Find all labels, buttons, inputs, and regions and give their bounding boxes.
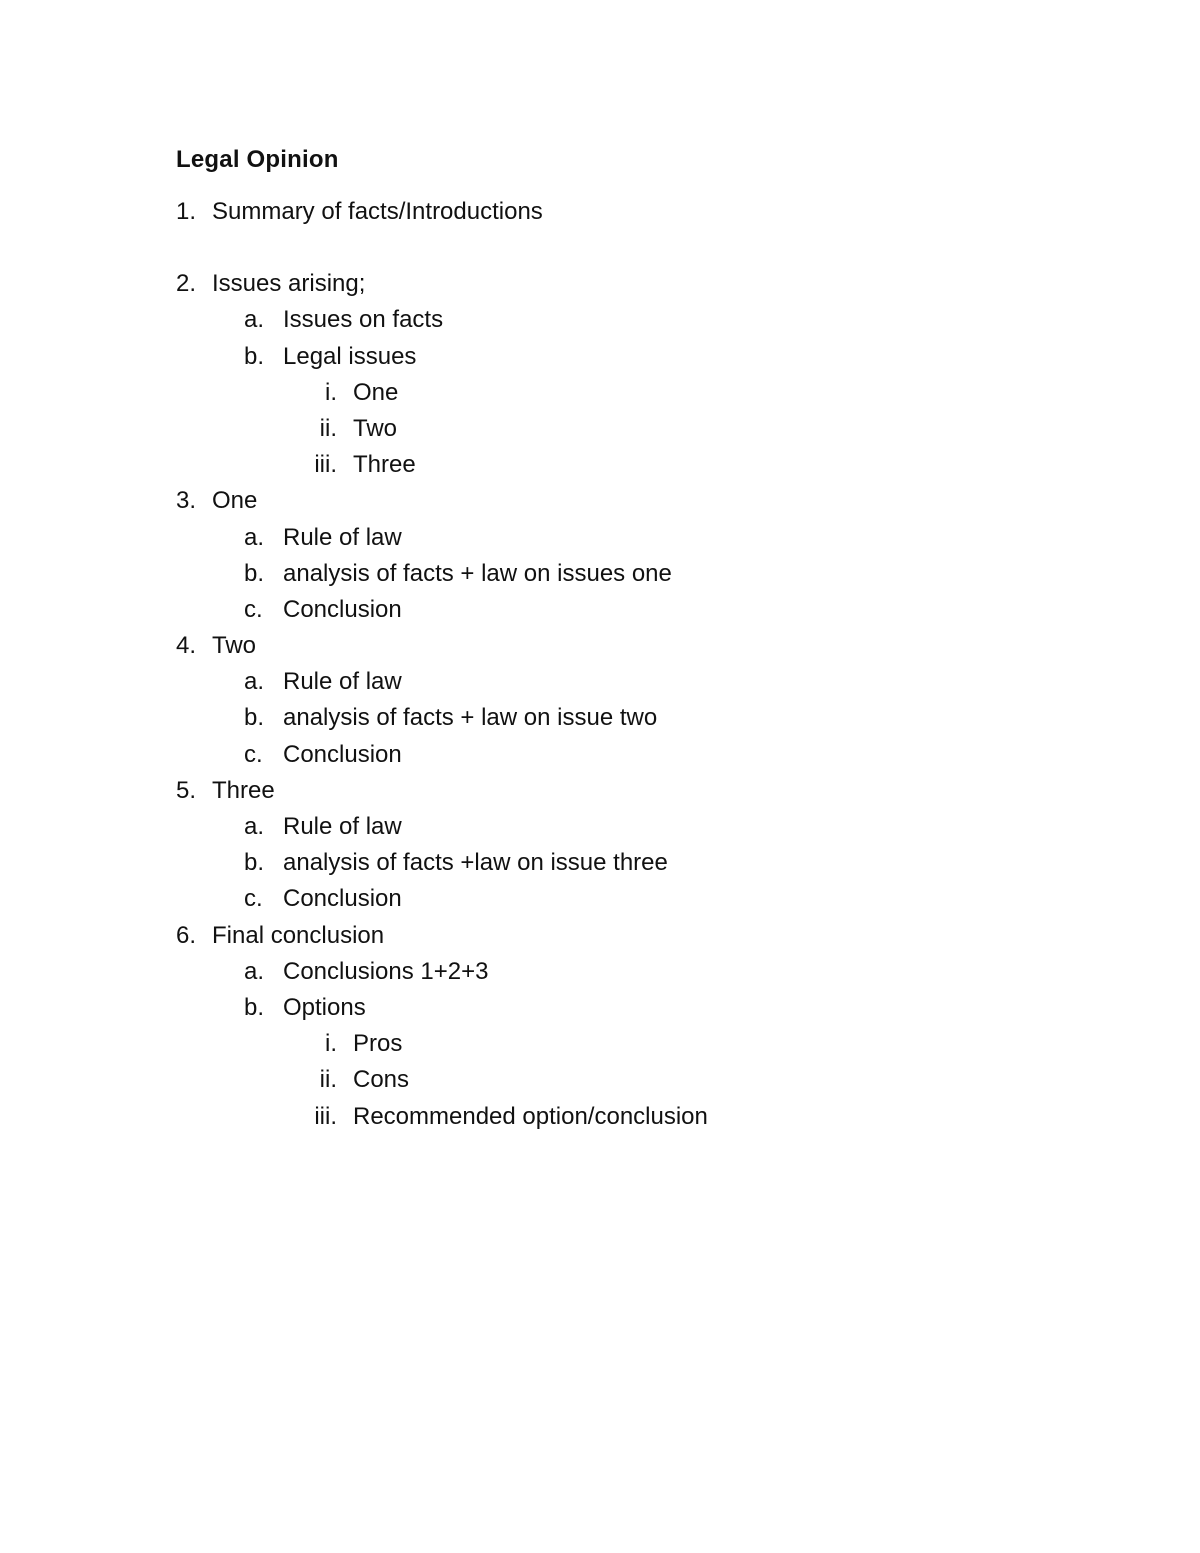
outline-marker: b. (244, 704, 265, 732)
outline-marker: iii. (314, 1102, 337, 1130)
outline-marker: b. (244, 342, 265, 370)
outline-text: Issues on facts (283, 306, 444, 334)
outline-text: Final conclusion (212, 921, 385, 949)
outline-marker: a. (244, 306, 265, 334)
outline-marker: ii. (319, 414, 337, 442)
outline-text: Pros (353, 1030, 403, 1058)
outline-text: Conclusion (283, 740, 402, 768)
outline-subsubitem (176, 1099, 1076, 1135)
outline-subitem (176, 954, 1076, 990)
outline-subsubitem (176, 375, 1076, 411)
outline-text: analysis of facts + law on issues one (283, 559, 672, 587)
outline-text: Rule of law (283, 523, 402, 551)
outline-text: Two (353, 414, 398, 442)
document-title: Legal Opinion (176, 146, 339, 173)
outline-marker: c. (244, 595, 263, 623)
outline-subitem (176, 339, 1076, 375)
outline-text: analysis of facts +law on issue three (283, 849, 668, 877)
outline-text: One (353, 378, 399, 406)
outline-subitem (176, 809, 1076, 845)
outline-text: Conclusions 1+2+3 (283, 957, 489, 985)
outline-text: Legal issues (283, 342, 417, 370)
outline-marker: 1. (176, 198, 197, 225)
outline-subitem (176, 845, 1076, 881)
outline-marker: i. (325, 1030, 337, 1058)
outline-item (176, 194, 1076, 230)
outline-item (176, 628, 1076, 664)
outline-text: Conclusion (283, 595, 402, 623)
document-body (176, 142, 1076, 1135)
outline-marker: a. (244, 813, 265, 840)
outline-subitem (176, 664, 1076, 700)
outline-item (176, 773, 1076, 809)
outline-subsubitem (176, 447, 1076, 483)
outline-marker: iii. (314, 451, 337, 479)
outline-text: One (212, 487, 258, 515)
outline-marker: 5. (176, 776, 197, 804)
outline-marker: c. (244, 885, 263, 913)
outline-marker: a. (244, 523, 265, 551)
outline-text: Three (212, 776, 275, 804)
outline-marker: 2. (176, 270, 197, 298)
outline-marker: b. (244, 559, 265, 587)
outline-marker: i. (325, 378, 337, 406)
outline-marker: ii. (319, 1066, 337, 1094)
outline-subsubitem (176, 1026, 1076, 1062)
outline-subitem (176, 990, 1076, 1026)
outline-subitem (176, 737, 1076, 773)
outline-marker: b. (244, 993, 265, 1021)
outline-marker: c. (244, 740, 263, 768)
outline-text: Conclusion (283, 885, 402, 913)
outline-marker: b. (244, 849, 265, 877)
outline-subsubitem (176, 1062, 1076, 1098)
outline-item (176, 483, 1076, 519)
outline-subitem (176, 556, 1076, 592)
outline-text: Summary of facts/Introductions (212, 198, 543, 225)
outline-text: Two (212, 632, 257, 660)
outline-text: Rule of law (283, 668, 402, 696)
outline-text: Issues arising; (212, 270, 366, 298)
outline-subitem (176, 700, 1076, 736)
outline-subitem (176, 592, 1076, 628)
outline-marker: 3. (176, 487, 197, 515)
outline-subitem (176, 302, 1076, 338)
outline-subitem (176, 881, 1076, 917)
outline-marker: a. (244, 957, 265, 985)
outline-text: Three (353, 451, 416, 479)
outline-subitem (176, 520, 1076, 556)
outline-text: Rule of law (283, 813, 402, 840)
blank-line (176, 230, 1076, 266)
outline-subsubitem (176, 411, 1076, 447)
outline-marker: a. (244, 668, 265, 696)
outline-item (176, 266, 1076, 302)
outline-marker: 6. (176, 921, 197, 949)
outline-text: Cons (353, 1066, 410, 1094)
outline-text: Options (283, 993, 366, 1021)
outline-item (176, 918, 1076, 954)
outline-text: analysis of facts + law on issue two (283, 704, 658, 732)
outline-text: Recommended option/conclusion (353, 1102, 708, 1130)
outline-marker: 4. (176, 632, 197, 660)
